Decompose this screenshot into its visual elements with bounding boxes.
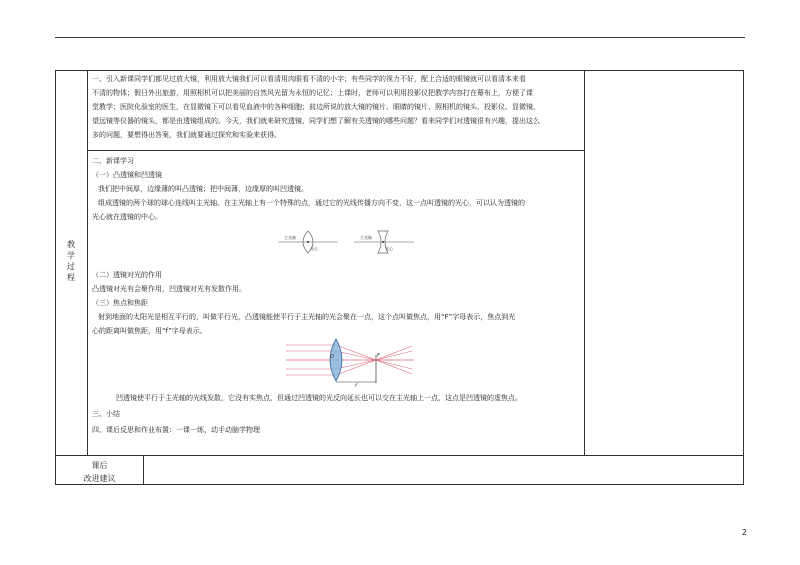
col-divider-bottom xyxy=(143,455,144,484)
section-summary: 三、小结 xyxy=(92,410,120,418)
paragraph-lens-types: 我们把中间厚，边缘薄的叫凸透镜；把中间薄，边缘厚的叫凹透镜。 xyxy=(98,185,308,193)
focus-diagram-figure xyxy=(286,337,416,389)
center-label-right: 光心 xyxy=(385,246,393,251)
section-new-lesson: 二、新课学习 xyxy=(92,157,134,165)
row-label-teaching-process: 教学过程 xyxy=(67,240,75,282)
focus-label: F xyxy=(377,353,380,359)
row-label-after-class: 课后 xyxy=(91,461,108,470)
axis-label-right: 主光轴 xyxy=(360,235,372,240)
paragraph-axis-2: 光心就在透镜的中心。 xyxy=(92,213,162,221)
optical-center-label: O xyxy=(330,354,334,360)
header-rule xyxy=(55,37,745,38)
intro-line-2: 不清的物体；假日外出旅游，用照相机可以把美丽的自然风光留为永恒的记忆；上课时，老师可以利用投影仪把教学内容打在幕布上，方便了课 xyxy=(92,89,533,97)
axis-label-left: 主光轴 xyxy=(284,235,296,240)
focal-length-label: f xyxy=(355,383,357,389)
lens-diagram-figure xyxy=(276,229,426,265)
row-divider-intro xyxy=(87,150,584,151)
intro-line-4: 望远镜等仪器的镜头，都是由透镜组成的。今天，我们就来研究透镜，同学们想了解有关透镜的哪些问题？看来同学们对透镜很有兴趣，提出这么 xyxy=(92,117,540,125)
paragraph-axis-1: 组成透镜的两个球的球心连线叫主光轴。在主光轴上有一个特殊的点，通过它的光线传播方向不变，这一点叫透镜的光心，可以认为透镜的 xyxy=(98,199,525,207)
center-label-left: 光心 xyxy=(310,246,318,251)
subsection-lenses: （一）凸透镜和凹透镜 xyxy=(92,171,162,179)
intro-line-3: 堂教学；医院化验室的医生，在显微镜下可以看见血液中的各种细胞；前边所说的放大镜的镜片、眼睛的镜片、照相机的镜头、投影仪、显微镜、 xyxy=(92,103,540,111)
subsection-focus: （三）焦点和焦距 xyxy=(92,299,148,307)
row-label-suggestions: 改进建议 xyxy=(83,474,116,483)
paragraph-concave-focus: 凹透镜使平行于主光轴的光线发散，它没有实焦点，但通过凹透镜的光反向延长也可以交在主光轴上一点，这点是凹透镜的虚焦点。 xyxy=(116,394,522,402)
lesson-table xyxy=(55,70,744,485)
section-homework: 四、课后反思和作业布置：一课一练，动手动脑学物理 xyxy=(92,426,260,434)
row-divider-bottom xyxy=(56,455,743,456)
intro-line-5: 多的问题，要想得出答案，我们就要通过探究和实验来获得。 xyxy=(92,131,281,139)
col-divider-right xyxy=(584,71,585,455)
paragraph-focus-2: 心的距离叫做焦距，用“f”字母表示。 xyxy=(92,327,207,335)
page-number: 2 xyxy=(741,528,747,537)
paragraph-lens-effect: 凸透镜对光有会聚作用，凹透镜对光有发散作用。 xyxy=(92,285,246,293)
paragraph-focus-1: 射到地面的太阳光是相互平行的，叫做平行光，凸透镜能使平行于主光轴的光会聚在一点，这个点叫做焦点，用“F”字母表示，焦点到光 xyxy=(98,313,516,321)
intro-line-1: 一、引入新课同学们都见过放大镜，利用放大镜我们可以看清用肉眼看不清的小字；有些同学的视力不好，配上合适的眼镜就可以看清本来看 xyxy=(92,75,526,83)
col-divider-left xyxy=(87,71,88,455)
subsection-lens-effect: （二）透镜对光的作用 xyxy=(92,271,162,279)
